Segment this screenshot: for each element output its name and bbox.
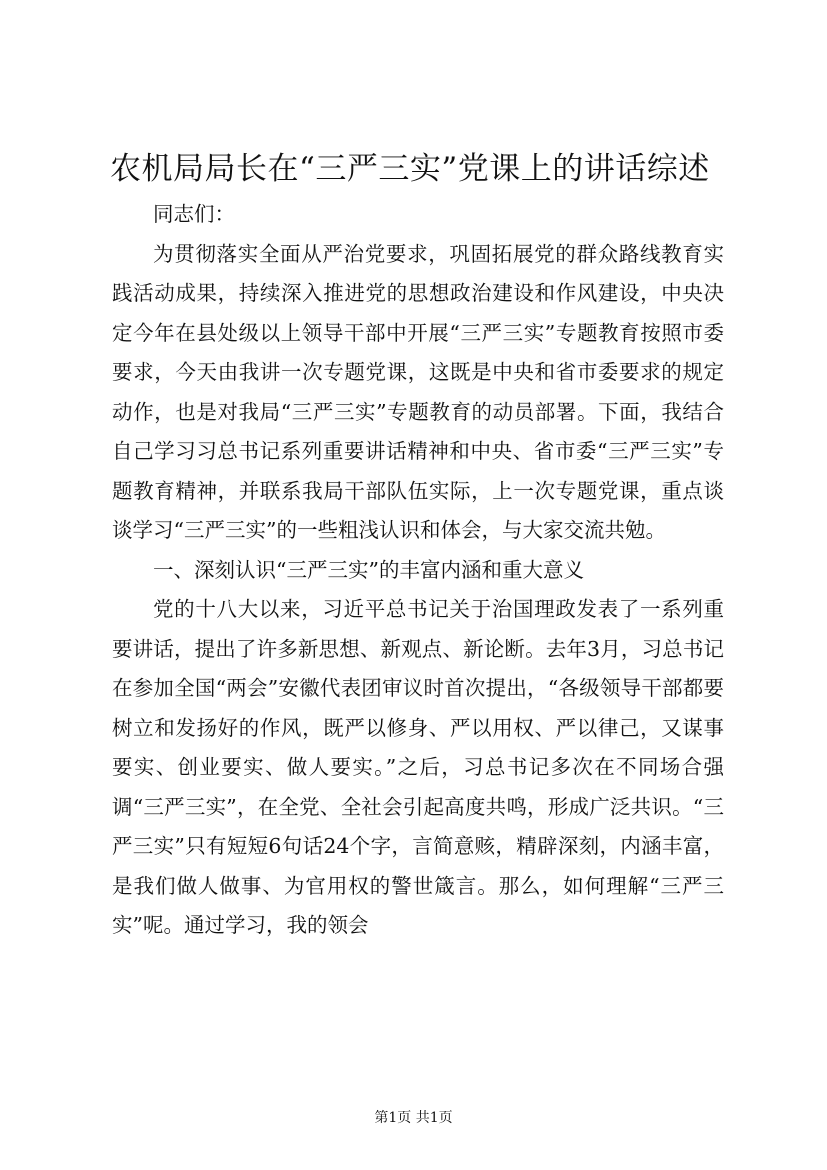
salutation-paragraph: 同志们：: [153, 202, 235, 226]
section-heading: 一、深刻认识“三严三实”的丰富内涵和重大意义: [153, 557, 584, 582]
document-body: [112, 195, 724, 946]
body-paragraph: 党的十八大以来，习近平总书记关于治国理政发表了一系列重要讲话，提出了许多新思想、新观点、新论断。去年3月，习总书记在参加全国“两会”安徽代表团审议时首次提出，“各级领导干部都要树立和发扬好的作风，既严以修身、严以用权、严以律己，又谋事要实、创业要实、做人要实。”之后，习总书记多次在不同场合强调“三严三实”，在全党、全社会引起高度共鸣，形成广泛共识。“三严三实”只有短短6句话24个字，言简意赅，精辟深刻，内涵丰富，是我们做人做事、为官用权的警世箴言。那么，如何理解“三严三实”呢。通过学习，我的领会: [112, 597, 724, 937]
page-number-footer: 第1页 共1页: [374, 1110, 453, 1126]
document-title: 农机局局长在“三严三实”党课上的讲话综述: [110, 151, 710, 187]
intro-paragraph: 为贯彻落实全面从严治党要求，巩固拓展党的群众路线教育实践活动成果，持续深入推进党的思想政治建设和作风建设，中央决定今年在县处级以上领导干部中开展“三严三实”专题教育按照市委要求，今天由我讲一次专题党课，这既是中央和省市委要求的规定动作，也是对我局“三严三实”专题教育的动员部署。下面，我结合自己学习习总书记系列重要讲话精神和中央、省市委“三严三实”专题教育精神，并联系我局干部队伍实际，上一次专题党课，重点谈谈学习“三严三实”的一些粗浅认识和体会，与大家交流共勉。: [112, 241, 724, 542]
